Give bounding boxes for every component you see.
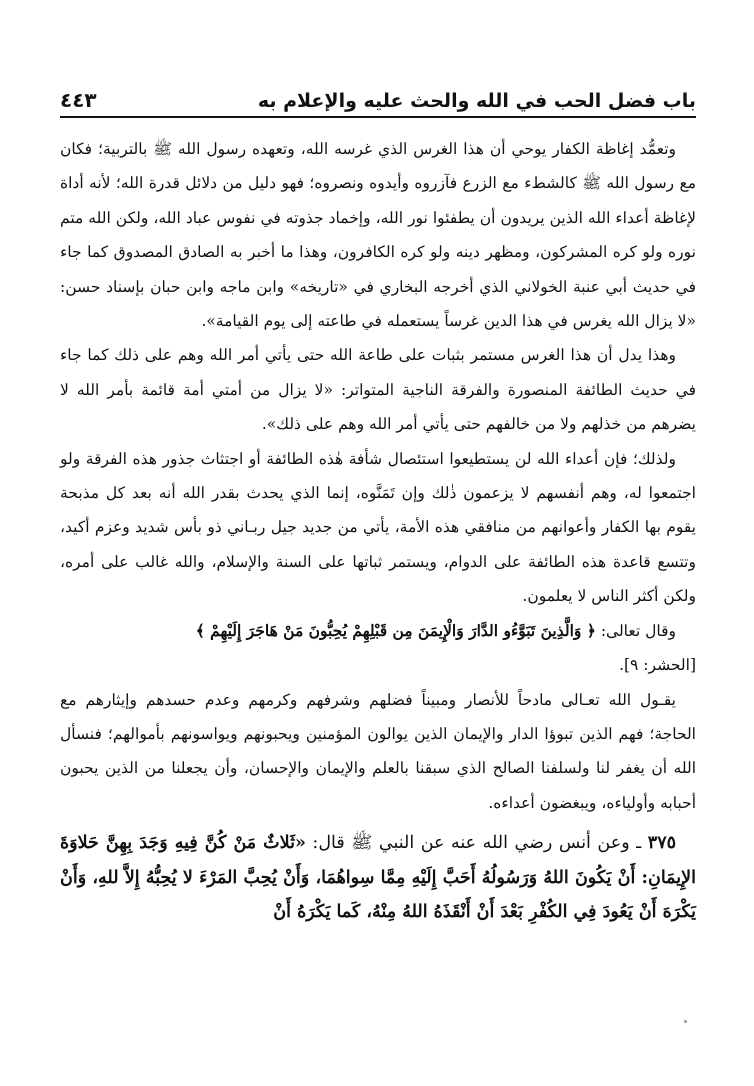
hadith-text: «ثَلاثٌ مَنْ كُنَّ فِيهِ وَجَدَ بِهِنَّ حَلاوَةَ الإِيمَانِ: أَنْ يَكُونَ اللهُ وَرَسُولُهُ أَحَبَّ إِلَيْهِ مِمَّا سِواهُمَا، وَأَنْ يُحِبَّ المَرْءَ لا يُحِبُّهُ إِلاَّ للهِ، وَأَنْ يَكْرَهَ أَنْ يَعُودَ فِي الكُفْرِ بَعْدَ أَنْ أَنْقَذَهُ اللهُ مِنْهُ، كَما يَكْرَهُ أَنْ [60, 833, 696, 922]
page-dot [684, 1020, 687, 1023]
paragraph-2: وهذا يدل أن هذا الغرس مستمر بثبات على طاعة الله حتى يأتي أمر الله وهم على ذلك كما جاء في حديث الطائفة المنصورة والفرقة الناجية المتواتر: «لا يزال من أمتي أمة قائمة بأمر الله لا يضرهم من خذلهم ولا من خالفهم حتى يأتي أمر الله وهم على ذلك». [60, 346, 696, 434]
page-number: ٤٤٣ [60, 88, 97, 112]
hadith-intro: ـ وعن أنس رضي الله عنه عن النبي ﷺ قال: [312, 833, 642, 854]
hadith-number: ٣٧٥ [647, 833, 676, 854]
chapter-title: باب فضل الحب في الله والحث عليه والإعلام به [257, 90, 696, 112]
quran-verse: ﴿ وَالَّذِينَ تَبَوَّءُو الدَّارَ وَالْإِيمَنَ مِن قَبْلِهِمْ يُحِبُّونَ مَنْ هَاجَرَ إِلَيْهِمْ ﴾ [195, 620, 596, 640]
book-page [60, 78, 696, 929]
paragraph-1: وتعمُّد إغاظة الكفار يوحي أن هذا الغرس الذي غرسه الله، وتعهده رسول الله ﷺ بالتربية؛ فكان مع رسول الله ﷺ كالشطء مع الزرع فآزروه وأيدوه ونصروه؛ فهو دليل من دلائل قدرة الله؛ لأنه أداة لإغاظة أعداء الله الذين يريدون أن يطفئوا نور الله، وإخماد جذوته في نفوس عباد الله، ولكن الله متم نوره ولو كره المشركون، ومظهر دينه ولو كره الكافرون، وهذا ما أخبر به الصادق المصدوق كما جاء في حديث أبي عنبة الخولاني الذي أخرجه البخاري في «تاريخه» وابن ماجه وابن حبان بإسناد حسن: «لا يزال الله يغرس في هذا الدين غرساً يستعمله في طاعته إلى يوم القيامة». [60, 140, 696, 331]
verse-reference: [الحشر: ٩]. [619, 656, 696, 675]
verse-line [60, 614, 696, 648]
paragraph-3: ولذلك؛ فإن أعداء الله لن يستطيعوا استئصال شأفة هٰذه الطائفة أو اجتثاث جذور هذه الفرقة ولو اجتمعوا له، وهم أنفسهم لا يزعمون ذٰلك وإن تَمَنَّوه، إنما الذي يحدث بقدر الله أنه بعد كل مذبحة يقوم بها الكفار وأعوانهم من منافقي هذه الأمة، يأتي من جديد جيل ربـاني ذو بأس شديد وعزم أكيد، وتتسع قاعدة هذه الطائفة على الدوام، ويستمر ثباتها على السنة والإسلام، والله غالب على أمره، ولكن أكثر الناس لا يعلمون. [60, 449, 696, 606]
page-body [60, 132, 696, 929]
verse-intro: وقال تعالى: [600, 621, 676, 640]
page-header [60, 78, 696, 118]
paragraph-4: يقـول الله تعـالى مادحاً للأنصار ومبيناً فضلهم وشرفهم وكرمهم وعدم حسدهم وإيثارهم مع الحاجة؛ فهم الذين تبوؤا الدار والإيمان الذين يوالون المؤمنين ويحبونهم ويواسونهم بأموالهم؛ فنسأل الله أن يغفر لنا ولسلفنا الصالح الذي سبقنا بالعلم والإيمان والإحسان، وأن يجعلنا من الذين يحبون أحبابه وأولياءه، ويبغضون أعداءه. [60, 690, 696, 812]
hadith-375 [60, 826, 696, 929]
